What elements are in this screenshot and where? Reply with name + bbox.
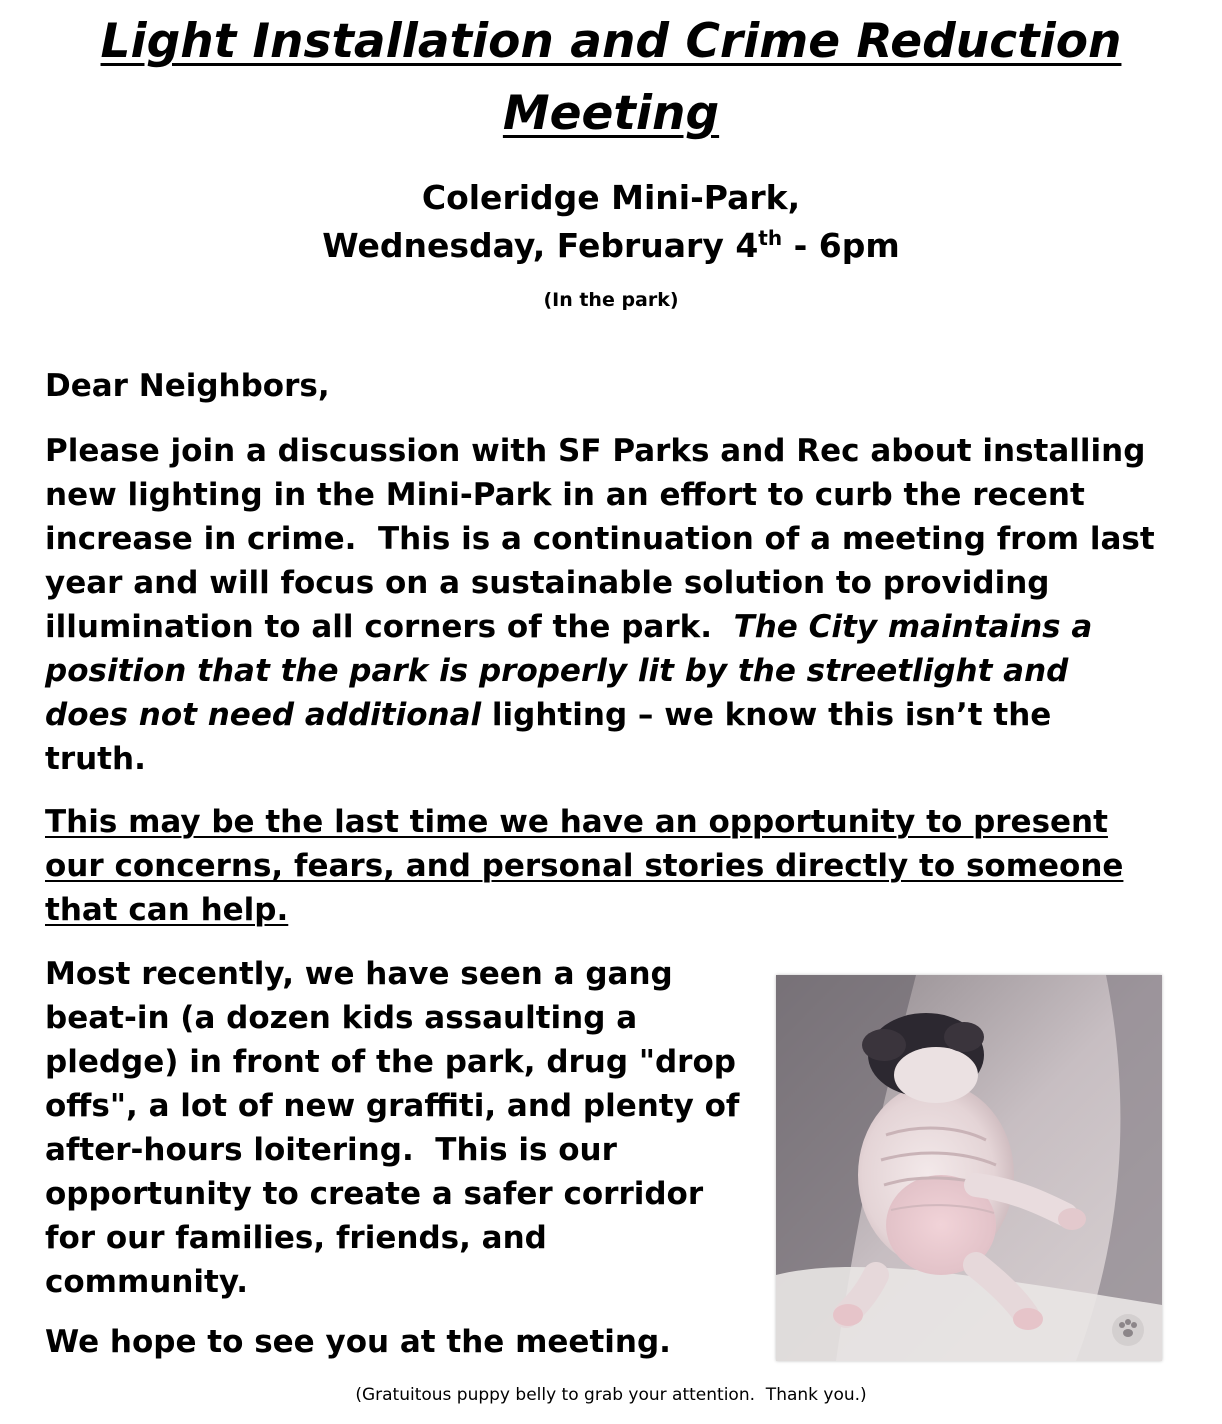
- text-line: our concerns, fears, and personal stories directly to someone: [45, 848, 1124, 884]
- text-line: new lighting in the Mini-Park in an effort to curb the recent: [45, 477, 1085, 513]
- greeting: Dear Neighbors,: [45, 368, 330, 404]
- italic-text-run: The City maintains a: [733, 609, 1093, 645]
- location-note: (In the park): [543, 289, 679, 311]
- italic-text-line: position that the park is properly lit by the streetlight and: [45, 653, 1069, 689]
- text-line: beat-in (a dozen kids assaulting a: [45, 1000, 638, 1036]
- meeting-time: - 6pm: [782, 226, 900, 265]
- paragraph-intro: [45, 429, 1155, 781]
- text-line: increase in crime. This is a continuation of a meeting from last: [45, 521, 1155, 557]
- meeting-date-time: [0, 222, 1222, 270]
- text-line: Most recently, we have seen a gang: [45, 956, 673, 992]
- text-line: Please join a discussion with SF Parks and Rec about installing: [45, 433, 1146, 469]
- text-line: that can help.: [45, 892, 289, 928]
- text-line: for our families, friends, and: [45, 1220, 547, 1256]
- text-run: illumination to all corners of the park.: [45, 609, 734, 645]
- text-line: pledge) in front of the park, drug "drop: [45, 1044, 736, 1080]
- paragraph-incidents: [45, 952, 739, 1304]
- meeting-date: Wednesday, February 4: [322, 226, 759, 265]
- text-line: year and will focus on a sustainable solution to providing: [45, 565, 1050, 601]
- text-line: [45, 605, 1155, 649]
- text-line: community.: [45, 1264, 248, 1300]
- text-run: lighting – we know this isn’t the: [481, 697, 1052, 733]
- location-name: Coleridge Mini-Park,: [421, 178, 801, 217]
- text-line: truth.: [45, 741, 146, 777]
- italic-text-run: does not need additional: [45, 697, 482, 733]
- puppy-photo: [776, 975, 1162, 1361]
- meeting-location: [0, 174, 1222, 270]
- text-line: opportunity to create a safer corridor: [45, 1176, 704, 1212]
- text-line: after-hours loitering. This is our: [45, 1132, 617, 1168]
- title-line-1: Light Installation and Crime Reduction: [100, 14, 1122, 69]
- photo-caption: (Gratuitous puppy belly to grab your attention. Thank you.): [355, 1385, 867, 1405]
- date-ordinal: th: [758, 226, 783, 250]
- text-line: [45, 693, 1155, 737]
- page-title: [0, 6, 1222, 150]
- text-line: This may be the last time we have an opportunity to present: [45, 804, 1108, 840]
- paragraph-opportunity: [45, 800, 1123, 932]
- text-line: offs", a lot of new graffiti, and plenty of: [45, 1088, 740, 1124]
- closing-line: We hope to see you at the meeting.: [45, 1324, 671, 1360]
- puppy-photo-icon: [776, 975, 1162, 1361]
- title-line-2: Meeting: [502, 86, 720, 141]
